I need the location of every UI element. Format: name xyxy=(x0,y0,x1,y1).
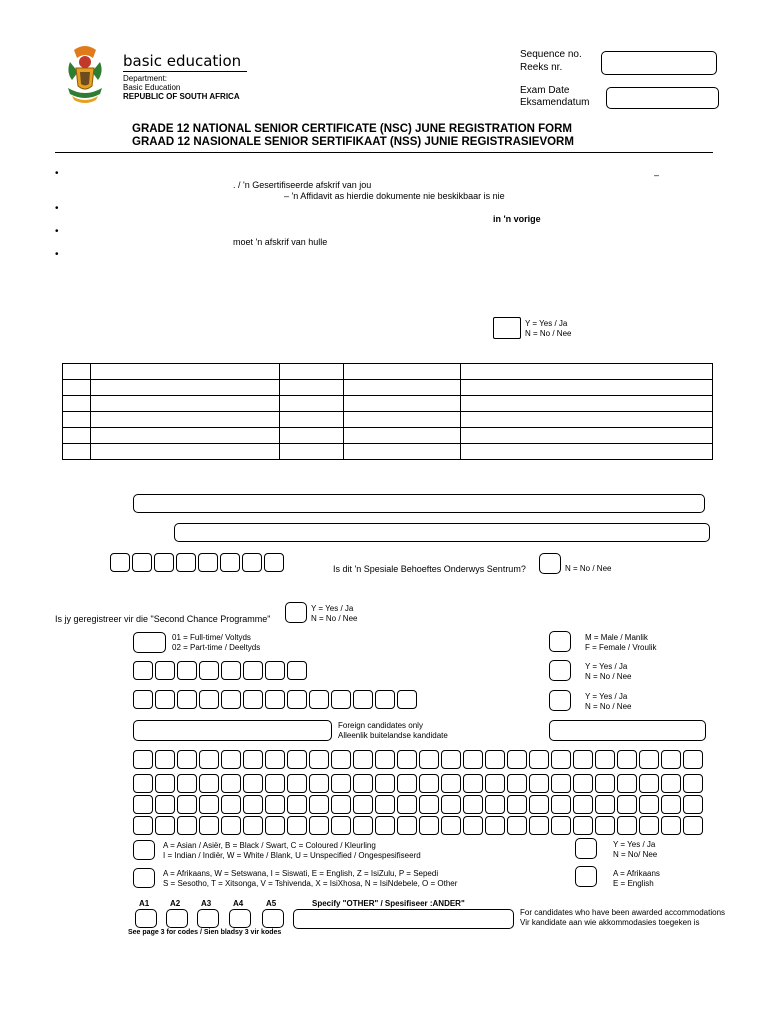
second-chance-question: Is jy geregistreer vir die "Second Chance Programme" xyxy=(55,614,271,624)
no-label-1: N = No / Nee xyxy=(525,329,572,338)
gender-male: M = Male / Manlik xyxy=(585,633,648,642)
see-page-note: See page 3 for codes / Sien bladsy 3 vir kodes xyxy=(128,929,282,936)
race-codes-2: I = Indian / Indiër, W = White / Blank, U = Unspecified / Ongespesifiseerd xyxy=(163,851,421,860)
title-rule xyxy=(55,152,713,153)
exam-date-label-af: Eksamendatum xyxy=(520,97,590,108)
accom-label-a2: A2 xyxy=(170,899,181,908)
second-chance-yes: Y = Yes / Ja xyxy=(311,604,354,613)
foreign-label-af: Alleenlik buitelandse kandidate xyxy=(338,731,448,740)
coat-of-arms-logo xyxy=(60,42,110,108)
name-cells-row-4[interactable] xyxy=(133,816,703,835)
accom-box-a1[interactable] xyxy=(135,909,157,928)
accom-label-a1: A1 xyxy=(139,899,150,908)
table-row xyxy=(63,412,713,428)
table-row xyxy=(63,380,713,396)
accom-note-af: Vir kandidate aan wie akkommodasies toegeken is xyxy=(520,918,700,927)
yes-label-2: Y = Yes / Ja xyxy=(585,662,628,671)
name-cells-row-1[interactable] xyxy=(133,750,703,769)
bullet-4: • xyxy=(55,249,59,260)
sequence-label-af: Reeks nr. xyxy=(520,62,563,73)
second-chance-box[interactable] xyxy=(285,602,307,623)
form-title-af: GRAAD 12 NASIONALE SENIOR SERTIFIKAAT (NSS) JUNIE REGISTRASIEVORM xyxy=(132,136,574,148)
bullet-2-line2: in 'n vorige xyxy=(493,214,541,224)
yesno-box-2[interactable] xyxy=(549,660,571,681)
table-row xyxy=(63,444,713,460)
name-cells-row-3[interactable] xyxy=(133,795,703,814)
sequence-input[interactable] xyxy=(601,51,717,75)
study-mode-opt1: 01 = Full-time/ Voltyds xyxy=(172,633,251,642)
exam-date-input[interactable] xyxy=(606,87,719,109)
centre-number-cells[interactable] xyxy=(110,553,284,572)
accom-label-a3: A3 xyxy=(201,899,212,908)
long-input-2[interactable] xyxy=(174,523,710,542)
special-needs-option: N = No / Nee xyxy=(565,564,612,573)
yesno-box-3[interactable] xyxy=(549,690,571,711)
accom-box-a3[interactable] xyxy=(197,909,219,928)
subject-table xyxy=(62,363,713,460)
dept-line3: REPUBLIC OF SOUTH AFRICA xyxy=(123,92,240,101)
accom-box-a2[interactable] xyxy=(166,909,188,928)
specify-other-label: Specify "OTHER" / Spesifiseer :ANDER" xyxy=(312,899,465,908)
dept-line1: Department: xyxy=(123,74,168,83)
form-title-en: GRADE 12 NATIONAL SENIOR CERTIFICATE (NSC) JUNE REGISTRATION FORM xyxy=(132,123,572,135)
bullet-1-dash: – xyxy=(654,170,660,180)
yes-label-1: Y = Yes / Ja xyxy=(525,319,568,328)
exam-language-box[interactable] xyxy=(575,866,597,887)
exam-date-label-en: Exam Date xyxy=(520,85,570,96)
accom-label-a4: A4 xyxy=(233,899,244,908)
no-label-2: N = No / Nee xyxy=(585,672,632,681)
yesno-box-1[interactable] xyxy=(493,317,521,339)
bullet-3: • xyxy=(55,226,59,237)
yes-label-4: Y = Yes / Ja xyxy=(613,840,656,849)
race-box[interactable] xyxy=(133,840,155,860)
table-row xyxy=(63,364,713,380)
gender-female: F = Female / Vroulik xyxy=(585,643,657,652)
country-input[interactable] xyxy=(549,720,706,741)
name-cells-row-2[interactable] xyxy=(133,774,703,793)
cells-row-8[interactable] xyxy=(133,661,307,680)
accom-label-a5: A5 xyxy=(266,899,277,908)
bullet-1: • xyxy=(55,168,59,179)
race-codes-1: A = Asian / Asiër, B = Black / Swart, C = Coloured / Kleurling xyxy=(163,841,376,850)
yes-label-3: Y = Yes / Ja xyxy=(585,692,628,701)
exam-language-af: A = Afrikaans xyxy=(613,869,660,878)
long-input-1[interactable] xyxy=(133,494,705,513)
bullet-3-line2: moet 'n afskrif van hulle xyxy=(233,237,328,247)
brand-name: basic education xyxy=(123,52,242,70)
no-label-3: N = No / Nee xyxy=(585,702,632,711)
second-chance-no: N = No / Nee xyxy=(311,614,358,623)
bullet-2: • xyxy=(55,203,59,214)
study-mode-box[interactable] xyxy=(133,632,166,653)
dept-line2: Basic Education xyxy=(123,83,181,92)
sequence-label-en: Sequence no. xyxy=(520,49,582,60)
language-codes-1: A = Afrikaans, W = Setswana, I = Siswati, E = English, Z = IsiZulu, P = Sepedi xyxy=(163,869,439,878)
home-language-box[interactable] xyxy=(133,868,155,888)
accom-box-a4[interactable] xyxy=(229,909,251,928)
special-needs-question: Is dit 'n Spesiale Behoeftes Onderwys Sentrum? xyxy=(333,564,526,574)
accom-note-en: For candidates who have been awarded accommodations xyxy=(520,908,726,917)
id-number-cells[interactable] xyxy=(133,690,417,709)
foreign-label-en: Foreign candidates only xyxy=(338,721,423,730)
accom-box-a5[interactable] xyxy=(262,909,284,928)
no-label-4: N = No/ Nee xyxy=(613,850,658,859)
bullet-1-line3: – 'n Affidavit as hierdie dokumente nie beskikbaar is nie xyxy=(284,191,505,201)
brand-underline xyxy=(123,71,247,72)
table-row xyxy=(63,428,713,444)
yesno-box-4[interactable] xyxy=(575,838,597,859)
specify-other-input[interactable] xyxy=(293,909,514,929)
exam-language-en: E = English xyxy=(613,879,654,888)
study-mode-opt2: 02 = Part-time / Deeltyds xyxy=(172,643,261,652)
language-codes-2: S = Sesotho, T = Xitsonga, V = Tshivenda, X = IsiXhosa, N = IsiNdebele, O = Other xyxy=(163,879,458,888)
table-row xyxy=(63,396,713,412)
special-needs-box[interactable] xyxy=(539,553,561,574)
foreign-input[interactable] xyxy=(133,720,332,741)
gender-box[interactable] xyxy=(549,631,571,652)
bullet-1-line2: . / 'n Gesertifiseerde afskrif van jou xyxy=(233,180,372,190)
